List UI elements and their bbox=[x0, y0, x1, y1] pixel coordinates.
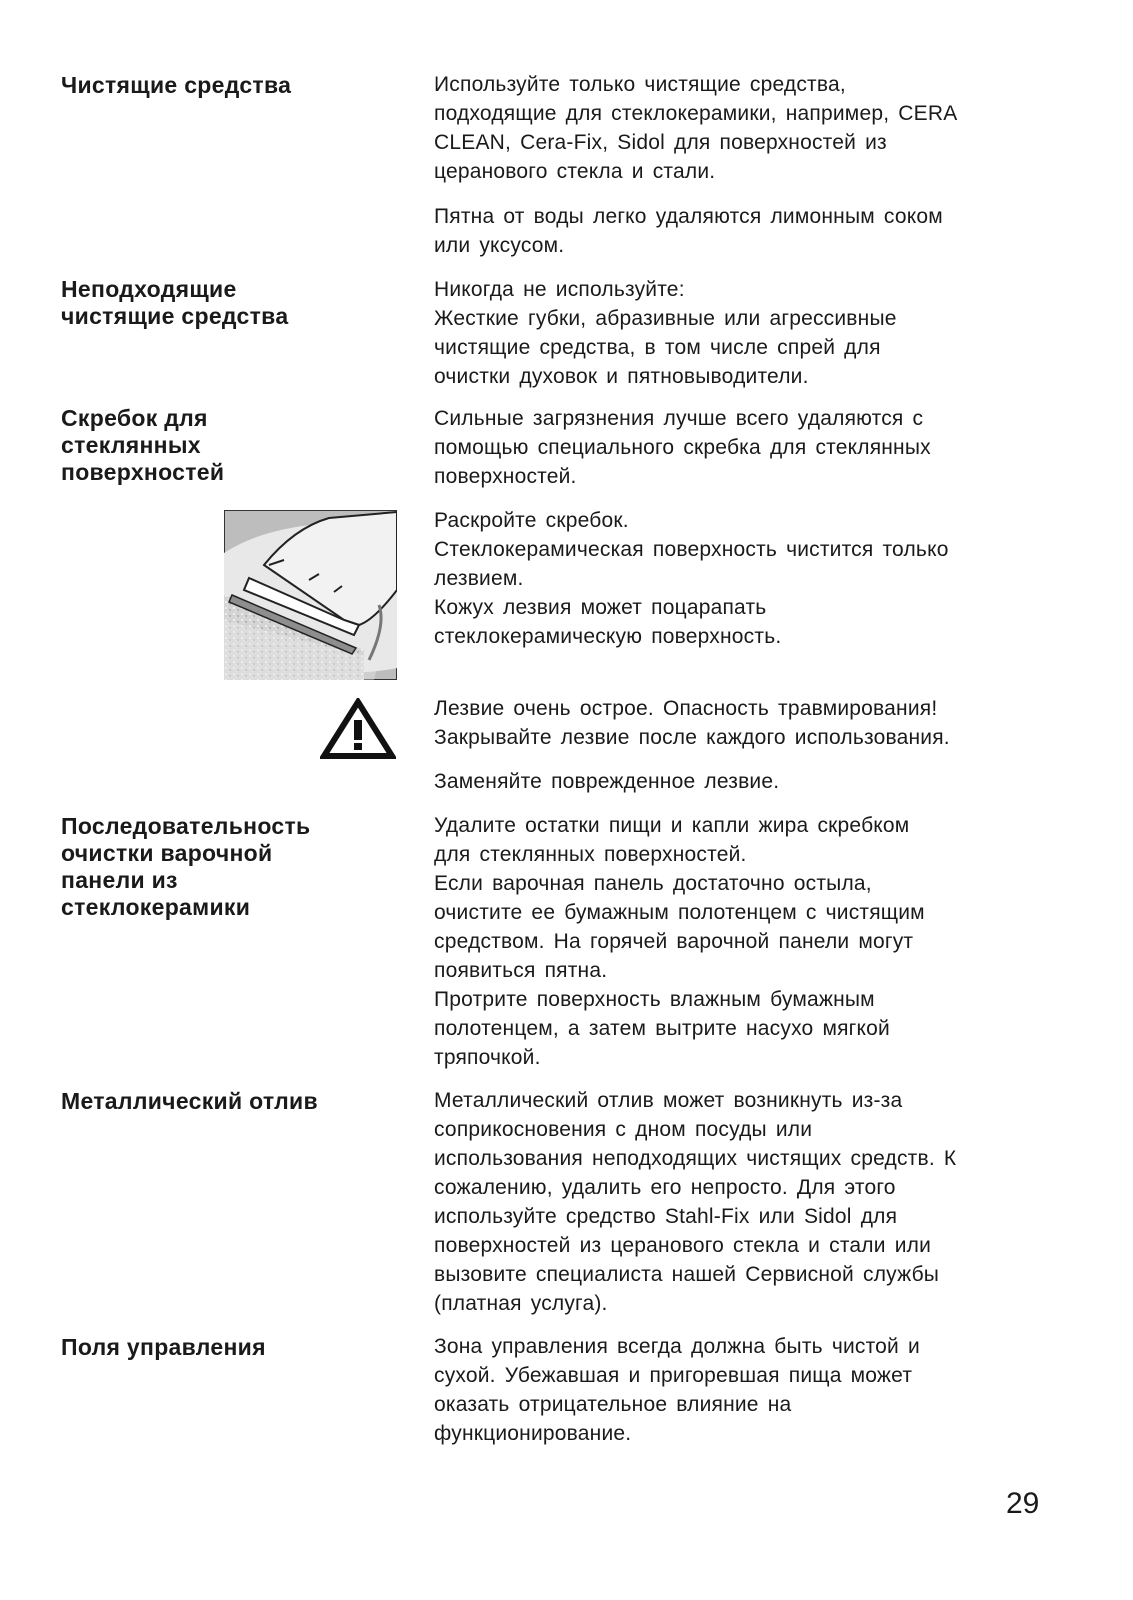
paragraph-scraper-intro: Сильные загрязнения лучше всего удаляются с помощью специального скребка для стеклянных поверхностей. bbox=[434, 407, 931, 488]
paragraph-replace-blade: Заменяйте поврежденное лезвие. bbox=[434, 770, 780, 793]
paragraph-metallic-sheen: Металлический отлив может возникнуть из-за соприкосновения с дном посуды или использования неподходящих чистящих средств. К сожалению, удалить его непросто. Для этого используйте средство Stahl-Fix или Sidol для поверхностей из церанового стекла и стали или вызовите специалиста нашей Сервисной службы (платная услуга). bbox=[434, 1089, 957, 1315]
paragraph-unsuitable-agents: Никогда не используйте: Жесткие губки, абразивные или агрессивные чистящие средства, в том числе спрей для очистки духовок и пятновыводители. bbox=[434, 278, 897, 388]
page-number: 29 bbox=[1006, 1487, 1040, 1520]
heading-cleaning-agents: Чистящие средства bbox=[61, 72, 292, 98]
heading-unsuitable-agents: Неподходящие чистящие средства bbox=[61, 276, 289, 329]
paragraph-cleaning-sequence: Удалите остатки пищи и капли жира скребком для стеклянных поверхностей. Если варочная панель достаточно остыла, очистите ее бумажным полотенцем с чистящим средством. На горячей варочной панели могут появиться пятна. Протрите поверхность влажным бумажным полотенцем, а затем вытрите насухо мягкой тряпочкой. bbox=[434, 814, 925, 1069]
heading-cleaning-sequence: Последовательность очистки варочной панели из стеклокерамики bbox=[61, 813, 311, 920]
paragraph-cleaning-agents: Используйте только чистящие средства, подходящие для стеклокерамики, например, CERA CLEAN, Cera-Fix, Sidol для поверхностей из церанового стекла и стали. bbox=[434, 73, 958, 183]
paragraph-control-panel: Зона управления всегда должна быть чистой и сухой. Убежавшая и пригоревшая пища может оказать отрицательное влияние на функционирование. bbox=[434, 1335, 920, 1445]
paragraph-blade-warning: Лезвие очень острое. Опасность травмирования! Закрывайте лезвие после каждого использования. bbox=[434, 697, 950, 749]
warning-triangle-icon bbox=[320, 698, 396, 760]
heading-glass-scraper: Скребок для стеклянных поверхностей bbox=[61, 405, 225, 485]
heading-control-panel: Поля управления bbox=[61, 1334, 266, 1360]
paragraph-water-stains: Пятна от воды легко удаляются лимонным соком или уксусом. bbox=[434, 205, 943, 257]
paragraph-scraper-usage: Раскройте скребок. Стеклокерамическая поверхность чистится только лезвием. Кожух лезвия может поцарапать стеклокерамическую поверхность. bbox=[434, 509, 949, 648]
heading-metallic-sheen: Металлический отлив bbox=[61, 1088, 318, 1114]
glass-scraper-illustration bbox=[224, 510, 397, 680]
